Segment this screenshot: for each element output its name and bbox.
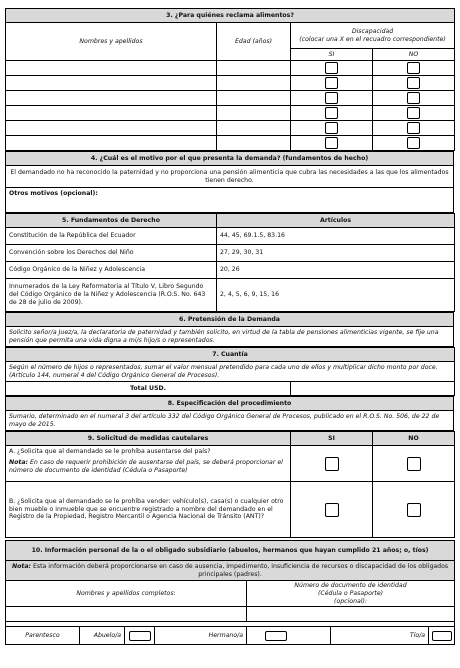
- measure-b-question: B. ¿Solicita que al demandado se le prohíba vender: vehículo(s), casa(s) o cualquier otro bien mueble o inmueble que se encuentre registrado a nombre del demandado en el Registro de la Propiedad, Registro Mercantil o Agencia Nacional de Tránsito (ANT)?: [6, 482, 291, 538]
- beneficiary-row: [6, 76, 455, 91]
- section-10-title: 10. Información personal de la o el obligado subsidiario (abuelos, hermanos que hayan cumplido 21 años; o, tíos): [6, 541, 455, 561]
- law-row: [6, 262, 455, 279]
- law-articles: 2, 4, 5, 6, 9, 15, 16: [217, 279, 455, 312]
- law-articles: 27, 29, 30, 31: [217, 245, 455, 262]
- disability-si-checkbox[interactable]: [325, 92, 338, 104]
- law-name: Innumerados de la Ley Reformatoria al Título V, Libro Segundo del Código Orgánico de la Niñez y Adolescencia (R.O.S. No. 643 de 28 de julio de 2009).: [6, 279, 217, 312]
- total-usd-label: Total USD.: [6, 382, 291, 396]
- disability-no-checkbox[interactable]: [407, 137, 420, 149]
- section-5-table: [5, 213, 455, 312]
- kinship-label: Parentesco: [6, 627, 80, 645]
- total-usd-field[interactable]: [291, 382, 455, 396]
- other-reasons-field[interactable]: [6, 188, 454, 213]
- law-name: Constitución de la República del Ecuador: [6, 228, 217, 245]
- beneficiary-age-cell[interactable]: [217, 76, 291, 91]
- section-6-title: 6. Pretensión de la Demanda: [6, 313, 454, 327]
- kinship-grandparent-checkbox[interactable]: [129, 631, 151, 641]
- section-9-title: 9. Solicitud de medidas cautelares: [6, 432, 291, 446]
- disability-no-checkbox[interactable]: [407, 122, 420, 134]
- beneficiary-age-cell[interactable]: [217, 61, 291, 76]
- disability-si-checkbox[interactable]: [325, 122, 338, 134]
- col-articles-header: Artículos: [217, 214, 455, 228]
- law-row: [6, 279, 455, 312]
- disability-no-checkbox[interactable]: [407, 62, 420, 74]
- beneficiary-name-cell[interactable]: [6, 61, 217, 76]
- beneficiary-row: [6, 136, 455, 151]
- section-10-note: Nota: Esta información deberá proporcionarse en caso de ausencia, impedimento, insuficiencia de recursos o discapacidad de los obligados principales (padres).: [6, 561, 455, 581]
- section-10-table: [5, 540, 455, 645]
- beneficiary-name-cell[interactable]: [6, 136, 217, 151]
- disability-si-checkbox[interactable]: [325, 62, 338, 74]
- beneficiary-name-cell[interactable]: [6, 106, 217, 121]
- subsidiary-doc-field[interactable]: [247, 607, 455, 622]
- section-6-table: [5, 312, 454, 347]
- beneficiary-age-cell[interactable]: [217, 106, 291, 121]
- col-no-header: NO: [373, 49, 455, 61]
- disability-si-checkbox[interactable]: [325, 77, 338, 89]
- section-7-text: Según el número de hijos o representados, sumar el valor mensual pretendido para cada uno de ellos y multiplicar dicho monto por doce. (Artículo 144, numeral 4 del Código Orgánico General de Procesos).: [6, 362, 455, 382]
- form-page: [5, 8, 454, 645]
- beneficiary-row: [6, 61, 455, 76]
- section-8-text: Sumario, determinado en el numeral 3 del artículo 332 del Código Orgánico General de Procesos, publicado en el R.O.S. No. 506, de 22 de mayo de 2015.: [6, 411, 454, 431]
- kinship-uncle-checkbox[interactable]: [432, 631, 452, 641]
- measure-a-note: Nota: En caso de requerir prohibición de ausentarse del país, se deberá proporcionar el número de documento de identidad (Cédula o Pasaporte): [9, 458, 283, 474]
- section-4-title: 4. ¿Cuál es el motivo por el que presenta la demanda? (fundamentos de hecho): [6, 152, 454, 166]
- col-disability-header: Discapacidad (colocar una X en el recuadro correspondiente): [291, 23, 455, 49]
- col-no-header: NO: [373, 432, 455, 446]
- beneficiary-row: [6, 121, 455, 136]
- measure-b-si-checkbox[interactable]: [325, 503, 339, 517]
- section-6-text: Solicito señor/a Juez/a, la declaratoria de paternidad y también solicito, en virtud de la tabla de pensiones alimenticias vigente, se fije una pensión que permita una vida digna a mi/s hijo/s o representados.: [6, 327, 454, 347]
- col-age-header: Edad (años): [217, 23, 291, 61]
- section-3-table: [5, 8, 455, 151]
- beneficiary-age-cell[interactable]: [217, 121, 291, 136]
- beneficiary-age-cell[interactable]: [217, 91, 291, 106]
- section-4-text: El demandado no ha reconocido la paternidad y no proporciona una pensión alimenticia que cubra las necesidades a las que los alimentados tienen derecho.: [6, 166, 454, 188]
- kinship-uncle-label: Tío/a: [331, 627, 429, 645]
- disability-no-checkbox[interactable]: [407, 77, 420, 89]
- disability-si-checkbox[interactable]: [325, 107, 338, 119]
- section-5-title: 5. Fundamentos de Derecho: [6, 214, 217, 228]
- measure-a-no-checkbox[interactable]: [407, 457, 421, 471]
- section-9-table: [5, 431, 455, 538]
- disability-no-checkbox[interactable]: [407, 92, 420, 104]
- col-si-header: SI: [291, 432, 373, 446]
- law-row: [6, 228, 455, 245]
- other-reasons-label: Otros motivos (opcional):: [9, 190, 98, 197]
- measure-a-si-checkbox[interactable]: [325, 457, 339, 471]
- subsidiary-names-field[interactable]: [6, 607, 247, 622]
- subsidiary-doc-label: Número de documento de identidad (Cédula o Pasaporte) (opcional):: [247, 581, 455, 607]
- disability-no-checkbox[interactable]: [407, 107, 420, 119]
- section-3-title: 3. ¿Para quiénes reclama alimentos?: [6, 9, 455, 23]
- beneficiary-age-cell[interactable]: [217, 136, 291, 151]
- section-8-table: [5, 396, 454, 431]
- col-si-header: SI: [291, 49, 373, 61]
- beneficiary-name-cell[interactable]: [6, 76, 217, 91]
- beneficiary-row: [6, 106, 455, 121]
- subsidiary-names-label: Nombres y apellidos completos:: [6, 581, 247, 607]
- law-articles: 44, 45, 69.1.5, 83.16: [217, 228, 455, 245]
- kinship-grandparent-label: Abuelo/a: [80, 627, 125, 645]
- measure-a-question: A. ¿Solicita que al demandado se le prohíba ausentarse del país?: [9, 448, 211, 455]
- law-row: [6, 245, 455, 262]
- section-8-title: 8. Especificación del procedimiento: [6, 397, 454, 411]
- law-articles: 20, 26: [217, 262, 455, 279]
- section-7-title: 7. Cuantía: [6, 348, 455, 362]
- section-7-table: [5, 347, 455, 396]
- kinship-sibling-checkbox[interactable]: [265, 631, 287, 641]
- measure-b-no-checkbox[interactable]: [407, 503, 421, 517]
- beneficiary-name-cell[interactable]: [6, 121, 217, 136]
- law-name: Código Orgánico de la Niñez y Adolescencia: [6, 262, 217, 279]
- beneficiary-row: [6, 91, 455, 106]
- disability-si-checkbox[interactable]: [325, 137, 338, 149]
- kinship-sibling-label: Hermano/a: [155, 627, 247, 645]
- beneficiary-name-cell[interactable]: [6, 91, 217, 106]
- law-name: Convención sobre los Derechos del Niño: [6, 245, 217, 262]
- col-names-header: Nombres y apellidos: [6, 23, 217, 61]
- section-4-table: [5, 151, 454, 213]
